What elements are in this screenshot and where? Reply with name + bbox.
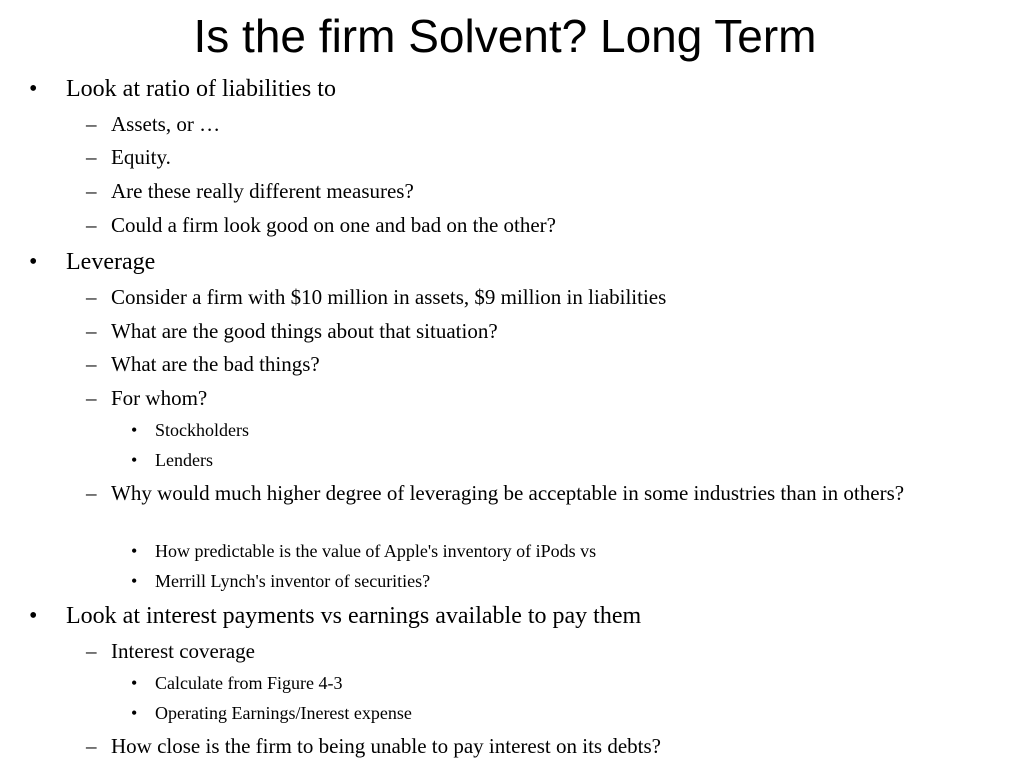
dash-marker: –	[86, 145, 97, 169]
dash-marker: –	[86, 112, 97, 136]
sub-bullet-marker: •	[131, 450, 138, 470]
dash-marker: –	[86, 639, 97, 663]
sub-bullet-marker: •	[131, 703, 138, 723]
sub-sub-item: Stockholders	[155, 420, 249, 440]
sub-sub-item: Calculate from Figure 4-3	[155, 673, 343, 693]
sub-sub-item: Lenders	[155, 450, 213, 470]
sub-item: Could a firm look good on one and bad on the other?	[111, 213, 556, 237]
sub-sub-item: Merrill Lynch's inventor of securities?	[155, 571, 431, 591]
sub-bullet-marker: •	[131, 420, 138, 440]
slide-title: Is the firm Solvent? Long Term	[193, 10, 817, 62]
bullet-marker: •	[29, 76, 38, 102]
dash-marker: –	[86, 352, 97, 376]
sub-sub-item: How predictable is the value of Apple's inventory of iPods vs	[155, 541, 597, 561]
bullet-marker: •	[29, 603, 38, 629]
dash-marker: –	[86, 734, 97, 758]
dash-marker: –	[86, 386, 97, 410]
dash-marker: –	[86, 319, 97, 343]
sub-sub-item: Operating Earnings/Inerest expense	[155, 703, 412, 723]
sub-item: Interest coverage	[111, 639, 255, 663]
dash-marker: –	[86, 179, 97, 203]
dash-marker: –	[86, 213, 97, 237]
sub-item: What are the good things about that situation?	[111, 319, 498, 343]
sub-item: For whom?	[111, 386, 208, 410]
dash-marker: –	[86, 285, 97, 309]
sub-item: Why would much higher degree of leveraging be acceptable in some industries than in others?	[111, 481, 905, 505]
dash-marker: –	[86, 481, 97, 505]
bullet-item: Look at ratio of liabilities to	[66, 76, 336, 102]
bullet-item: Leverage	[66, 249, 156, 275]
sub-item: Consider a firm with $10 million in assets, $9 million in liabilities	[111, 285, 667, 309]
sub-bullet-marker: •	[131, 571, 138, 591]
sub-item: Equity.	[111, 145, 171, 169]
sub-item: How close is the firm to being unable to pay interest on its debts?	[111, 734, 661, 758]
sub-item: Assets, or …	[111, 112, 221, 136]
sub-bullet-marker: •	[131, 673, 138, 693]
sub-item: What are the bad things?	[111, 352, 320, 376]
bullet-item: Look at interest payments vs earnings available to pay them	[66, 603, 642, 629]
bullet-marker: •	[29, 249, 38, 275]
sub-item: Are these really different measures?	[111, 179, 414, 203]
sub-bullet-marker: •	[131, 541, 138, 561]
